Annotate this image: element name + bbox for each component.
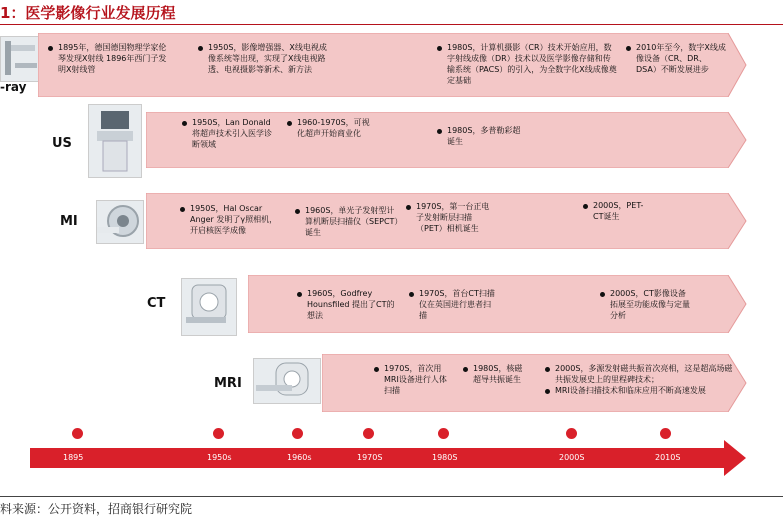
- milestone-1960s: [292, 428, 303, 439]
- milestone-1980s: [438, 428, 449, 439]
- mi-item-4: 2000S，PET-CT诞生: [593, 201, 644, 221]
- row-label-ct: CT: [147, 296, 166, 311]
- ct-dot-1: [297, 292, 302, 297]
- axis-tick-1960s: 1960s: [287, 453, 312, 462]
- mi-dot-4: [583, 204, 588, 209]
- row-label-mi: MI: [60, 214, 78, 229]
- axis-tick-2010s: 2010S: [655, 453, 681, 462]
- mri-item-3: 2000S，多源发射磁共振首次亮相，这是超高场磁共振发展史上的里程碑技术；: [555, 364, 733, 384]
- mri-dot-3: [545, 367, 550, 372]
- us-dot-3: [437, 129, 442, 134]
- us-item-2: 1960-1970S，可视化超声开始商业化: [297, 118, 370, 138]
- row-label-us: US: [52, 136, 72, 151]
- nuclear-scanner-image: [96, 200, 144, 244]
- axis-tick-1950s: 1950s: [207, 453, 232, 462]
- mi-dot-2: [295, 209, 300, 214]
- ct-item-3: 2000S，CT影像设备拓展至功能成像与定量分析: [610, 289, 690, 320]
- mi-item-3: 1970S，第一台正电子发射断层扫描（PET）相机诞生: [416, 202, 490, 233]
- axis-tick-1970s: 1970S: [357, 453, 383, 462]
- xray-dot-2: [198, 46, 203, 51]
- us-item-1: 1950S，Lan Donald将超声技术引入医学诊断领域: [192, 118, 272, 149]
- source-note: 料来源：公开资料，招商银行研究院: [0, 502, 193, 516]
- mri-item-1: 1970S，首次用MRI设备进行人体扫描: [384, 364, 447, 395]
- ct-item-1: 1960S，Godfrey Hounsfiled 提出了CT的想法: [307, 289, 395, 320]
- mi-dot-1: [180, 207, 185, 212]
- xray-dot-3: [437, 46, 442, 51]
- milestone-1970s: [363, 428, 374, 439]
- xray-item-1: 1895年，德国德国物理学家伦琴发现X射线 1896年西门子发明X射线管: [58, 43, 167, 74]
- ct-item-2: 1970S，首台CT扫描仪在英国进行患者扫描: [419, 289, 495, 320]
- xray-dot-1: [48, 46, 53, 51]
- milestone-1950s: [213, 428, 224, 439]
- mri-item-4: MRI设备扫描技术和临床应用不断高速发展: [555, 386, 706, 395]
- row-label-mri: MRI: [214, 376, 242, 391]
- xray-item-4: 2010年至今，数字X线成像设备（CR、DR、DSA）不断发展进步: [636, 43, 726, 74]
- ct-dot-3: [600, 292, 605, 297]
- source-divider: [0, 496, 783, 497]
- ct-scanner-image: [181, 278, 237, 336]
- timeline-arrow: [30, 440, 750, 476]
- ct-dot-2: [409, 292, 414, 297]
- mi-dot-3: [406, 205, 411, 210]
- mi-item-1: 1950S，Hal Oscar Anger 发明了γ照相机，开启核医学成像: [190, 204, 278, 235]
- figure-title: 1：医学影像行业发展历程: [0, 4, 176, 22]
- xray-item-3: 1980S，计算机摄影（CR）技术开始应用，数字射线成像（DR）技术以及医学影像存储和传输系统（PACS）的引入，为全数字化X线成像奠定基础: [447, 43, 617, 85]
- axis-tick-2000s: 2000S: [559, 453, 585, 462]
- axis-tick-1980s: 1980S: [432, 453, 458, 462]
- title-divider: [0, 24, 783, 25]
- xray-item-2: 1950S，影像增强器、X线电视成像系统等出现，实现了X线电视路透、电视摄影等新术、新方法: [208, 43, 327, 74]
- xray-machine-image: [0, 36, 40, 82]
- axis-tick-1895: 1895: [63, 453, 84, 462]
- mri-dot-1: [374, 367, 379, 372]
- milestone-2010s: [660, 428, 671, 439]
- mri-dot-2: [463, 367, 468, 372]
- us-item-3: 1980S，多普勒彩超诞生: [447, 126, 521, 146]
- milestone-1895: [72, 428, 83, 439]
- us-dot-1: [182, 121, 187, 126]
- xray-dot-4: [626, 46, 631, 51]
- mri-item-2: 1980S，核磁超导共振诞生: [473, 364, 523, 384]
- row-label-xray: -ray: [0, 80, 27, 94]
- us-dot-2: [287, 121, 292, 126]
- ultrasound-machine-image: [88, 104, 142, 178]
- milestone-2000s: [566, 428, 577, 439]
- mri-scanner-image: [253, 358, 321, 404]
- mi-item-2: 1960S，单光子发射型计算机断层扫描仪（SEPCT）诞生: [305, 206, 399, 237]
- mri-dot-4: [545, 389, 550, 394]
